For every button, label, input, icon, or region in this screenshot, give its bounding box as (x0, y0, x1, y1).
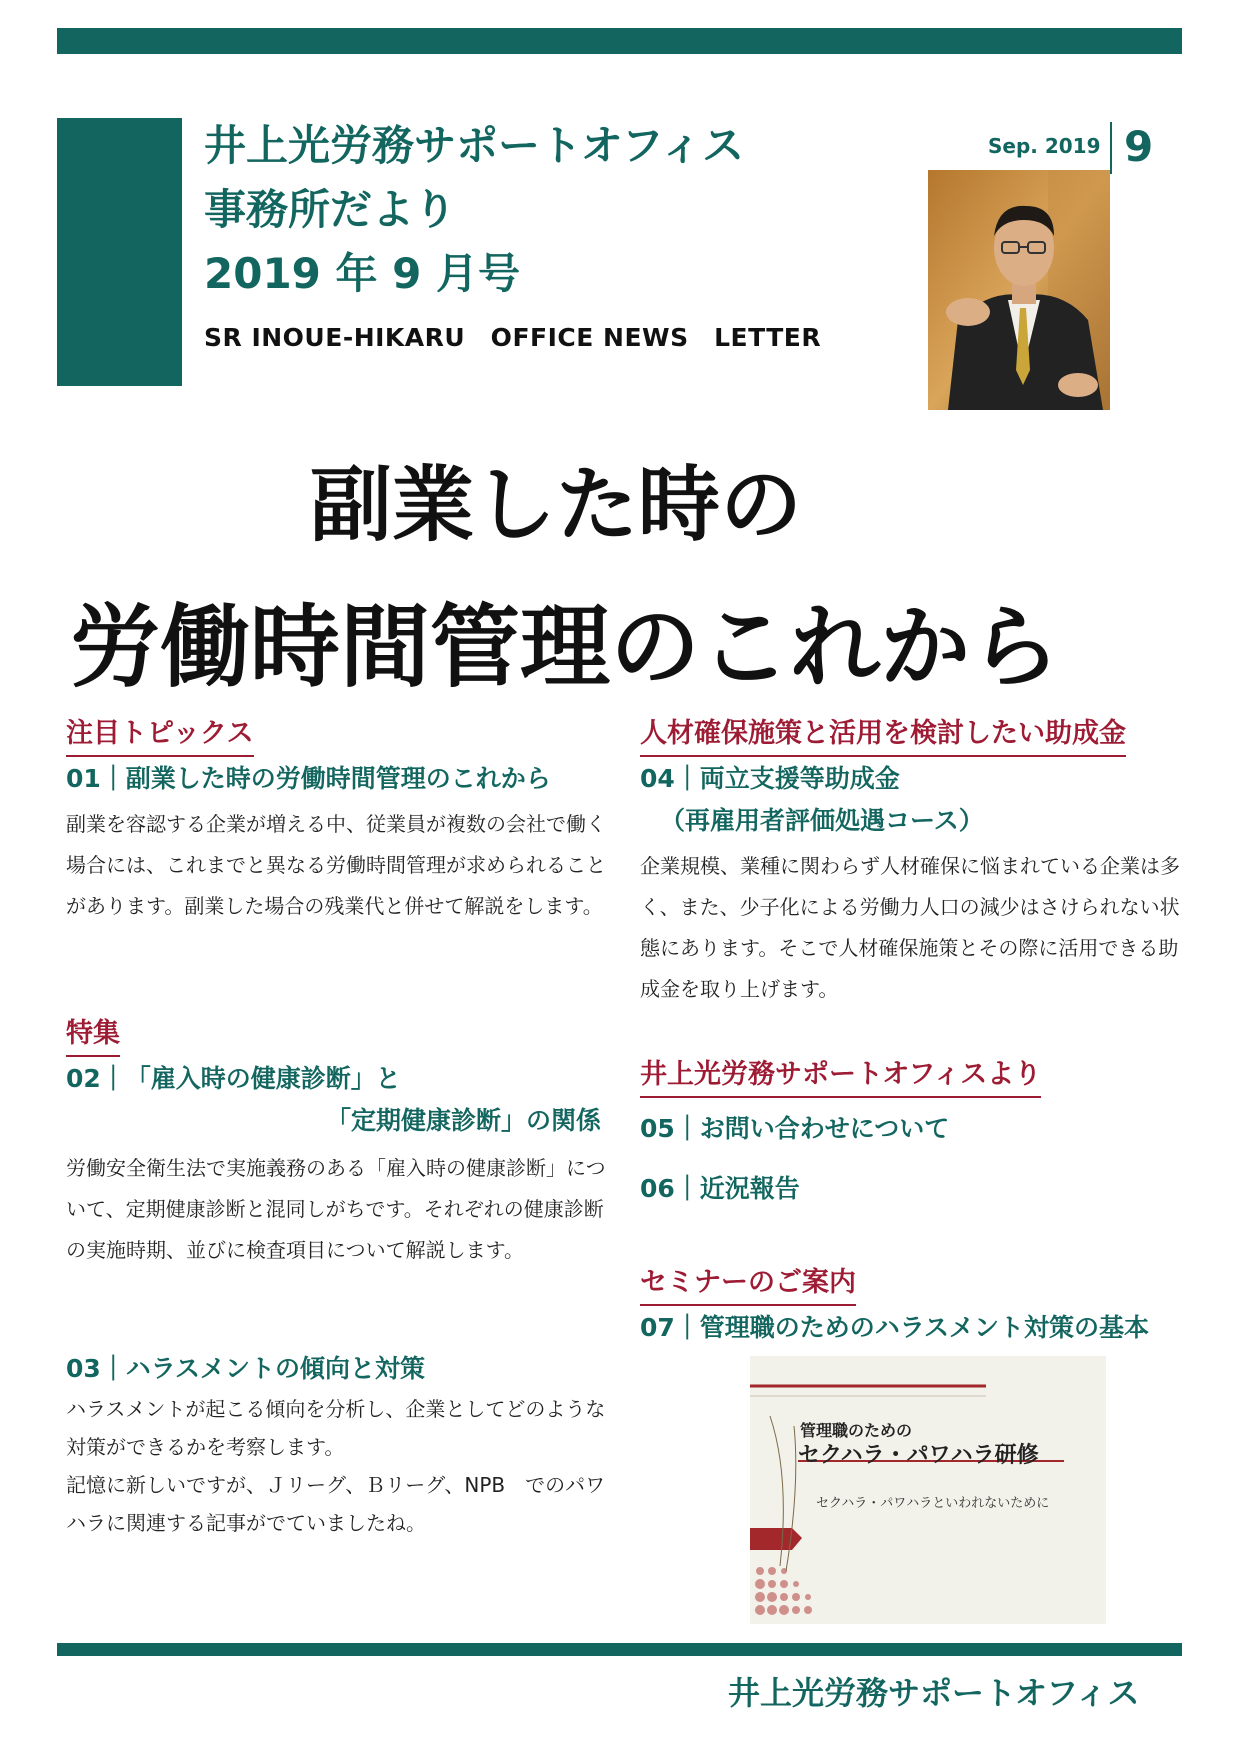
main-headline-line2: 労働時間管理のこれから (70, 595, 1060, 700)
item-05-title: 05｜お問い合わせについて (640, 1114, 950, 1143)
top-accent-bar (57, 28, 1182, 54)
bottom-accent-bar (57, 1643, 1182, 1656)
item-03-body-line1: ハラスメントが起こる傾向を分析し、企業としてどのような対策ができるかを考察します。 (66, 1397, 606, 1459)
item-02-body: 労働安全衛生法で実施義務のある「雇入時の健康診断」について、定期健康診断と混同しがちです。それぞれの健康診断の実施時期、並びに検査項目について解説します。 (66, 1156, 606, 1262)
section-heading-topics: 注目トピックス (66, 717, 254, 757)
section-heading-feature: 特集 (66, 1017, 120, 1057)
issue-number: 9 (1124, 122, 1154, 171)
seminar-card-subtitle: 管理職のための (800, 1421, 913, 1440)
section-heading-subsidy: 人材確保施策と活用を検討したい助成金 (640, 717, 1126, 757)
seminar-card-tagline: セクハラ・パワハラといわれないために (816, 1496, 1050, 1511)
newsletter-title-issue: 2019 年 9 月号 (204, 249, 520, 298)
seminar-slide-image (750, 1356, 1106, 1624)
newsletter-subtitle: SR INOUE-HIKARU OFFICE NEWS LETTER (204, 323, 822, 352)
item-02-title-line2: 「定期健康診断」の関係 (326, 1106, 602, 1135)
issue-date: Sep. 2019 (988, 134, 1101, 158)
section-heading-seminar: セミナーのご案内 (640, 1266, 856, 1306)
main-headline-line1: 副業した時の (310, 458, 803, 553)
newsletter-title-name: 事務所だより (204, 185, 457, 234)
author-photo (928, 170, 1110, 410)
item-06-title: 06｜近況報告 (640, 1174, 800, 1203)
item-07-title: 07｜管理職のためのハラスメント対策の基本 (640, 1313, 1150, 1342)
item-04-title-line1: 04｜両立支援等助成金 (640, 764, 900, 793)
seminar-card-title: セクハラ・パワハラ研修 (798, 1443, 1039, 1468)
header-side-block (57, 118, 182, 386)
item-04-body: 企業規模、業種に関わらず人材確保に悩まれている企業は多く、また、少子化による労働力人口の減少はさけられない状態にあります。そこで人材確保施策とその際に活用できる助成金を取り上げます。 (640, 854, 1180, 1001)
newsletter-title-office: 井上光労務サポートオフィス (204, 121, 745, 170)
section-heading-office: 井上光労務サポートオフィスより (640, 1058, 1041, 1098)
item-03-body-line2: 記憶に新しいですが、Ｊリーグ、Ｂリーグ、NPB でのパワハラに関連する記事がでていましたね。 (66, 1473, 606, 1535)
item-02-title-line1: 02｜「雇入時の健康診断」と (66, 1064, 401, 1093)
footer-office-name: 井上光労務サポートオフィス (728, 1674, 1140, 1712)
item-04-title-line2: （再雇用者評価処遇コース） (660, 806, 984, 835)
item-03-title: 03｜ハラスメントの傾向と対策 (66, 1354, 426, 1383)
issue-divider (1110, 122, 1112, 174)
item-01-title: 01｜副業した時の労働時間管理のこれから (66, 764, 551, 793)
item-01-body: 副業を容認する企業が増える中、従業員が複数の会社で働く場合には、これまでと異なる労働時間管理が求められることがあります。副業した場合の残業代と併せて解説をします。 (66, 812, 606, 918)
